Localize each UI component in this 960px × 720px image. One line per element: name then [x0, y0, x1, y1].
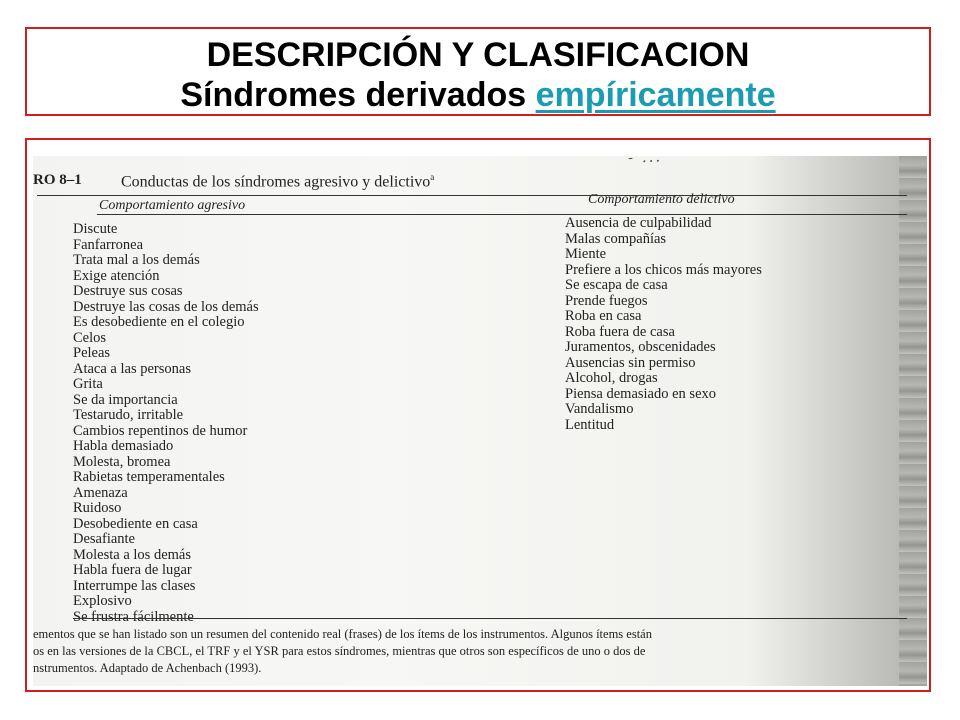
handwritten-note: - ...: [627, 147, 663, 167]
list-item: Amenaza: [73, 484, 128, 501]
list-item: Molesta a los demás: [73, 546, 191, 563]
list-item: Interrumpe las clases: [73, 577, 196, 594]
list-item: Se escapa de casa: [565, 277, 668, 293]
list-item: Es desobediente en el colegio: [73, 314, 245, 330]
table-bottom-rule: [73, 618, 907, 619]
list-item: Habla demasiado: [73, 438, 174, 454]
list-item: Prefiere a los chicos más mayores: [565, 261, 762, 278]
list-item: Juramentos, obscenidades: [565, 339, 716, 355]
list-item: Trata mal a los demás: [73, 252, 200, 268]
list-item: Grita: [73, 376, 103, 392]
list-aggressive: [73, 222, 259, 625]
table-top-rule: [37, 195, 907, 196]
list-item: Ataca a las personas: [73, 360, 191, 377]
list-item: Miente: [565, 246, 607, 262]
list-item: Exige atención: [73, 267, 160, 284]
list-item: Celos: [73, 329, 107, 346]
list-item: Destruye las cosas de los demás: [73, 298, 259, 315]
table-label: RO 8–1: [33, 172, 82, 188]
column-header-rule: [97, 214, 907, 215]
list-item: Lentitud: [565, 416, 615, 433]
list-item: Malas compañías: [565, 230, 667, 247]
slide-title-box: [25, 27, 931, 116]
list-item: Prende fuegos: [565, 292, 648, 309]
list-item: Rabietas temperamentales: [73, 469, 225, 485]
list-item: Roba fuera de casa: [565, 323, 675, 340]
table-footnote: [33, 626, 913, 677]
column-header-aggressive: Comportamiento agresivo: [99, 198, 246, 213]
table-caption-text: Conductas de los síndromes agresivo y delictivo: [121, 173, 431, 191]
list-item: Alcohol, drogas: [565, 370, 658, 386]
list-item: Desafiante: [73, 531, 135, 547]
list-item: Roba en casa: [565, 308, 642, 324]
list-item: Fanfarronea: [73, 236, 144, 253]
list-item: Habla fuera de lugar: [73, 562, 192, 578]
list-item: Molesta, bromea: [73, 453, 171, 470]
footnote-line: os en las versiones de la CBCL, el TRF y el YSR para estos síndromes, mientras que otros son específicos de uno o dos de: [33, 644, 646, 658]
list-item: Cambios repentinos de humor: [73, 422, 248, 439]
list-item: Discute: [73, 221, 118, 237]
scanned-page: [33, 147, 927, 686]
book-page-edge: [899, 156, 927, 686]
list-item: Destruye sus cosas: [73, 283, 183, 299]
list-item: Se frustra fácilmente: [73, 608, 194, 625]
list-item: Explosivo: [73, 593, 132, 609]
slide-title: DESCRIPCIÓN Y CLASIFICACION: [206, 36, 750, 74]
caption-footnote-mark: a: [430, 172, 435, 182]
list-delinquent: [565, 216, 762, 433]
footnote-line: nstrumentos. Adaptado de Achenbach (1993).: [33, 661, 262, 675]
list-item: Vandalismo: [565, 401, 634, 417]
subtitle-text: Síndromes derivados: [180, 76, 536, 114]
list-item: Desobediente en casa: [73, 515, 198, 532]
scanned-page-frame: [25, 138, 931, 692]
footnote-line: ementos que se han listado son un resumen del contenido real (frases) de los ítems de los instrumentos. Algunos ítems están: [33, 627, 652, 641]
list-item: Ruidoso: [73, 500, 122, 516]
list-item: Se da importancia: [73, 391, 178, 408]
table-caption: [121, 172, 434, 191]
list-item: Peleas: [73, 345, 111, 361]
list-item: Ausencias sin permiso: [565, 354, 696, 371]
list-item: Testarudo, irritable: [73, 407, 184, 423]
list-item: Piensa demasiado en sexo: [565, 385, 717, 402]
column-header-delinquent: Comportamiento delictivo: [588, 192, 735, 207]
list-item: Ausencia de culpabilidad: [565, 215, 712, 231]
slide-subtitle: [27, 75, 929, 115]
subtitle-link[interactable]: empíricamente: [535, 76, 776, 114]
